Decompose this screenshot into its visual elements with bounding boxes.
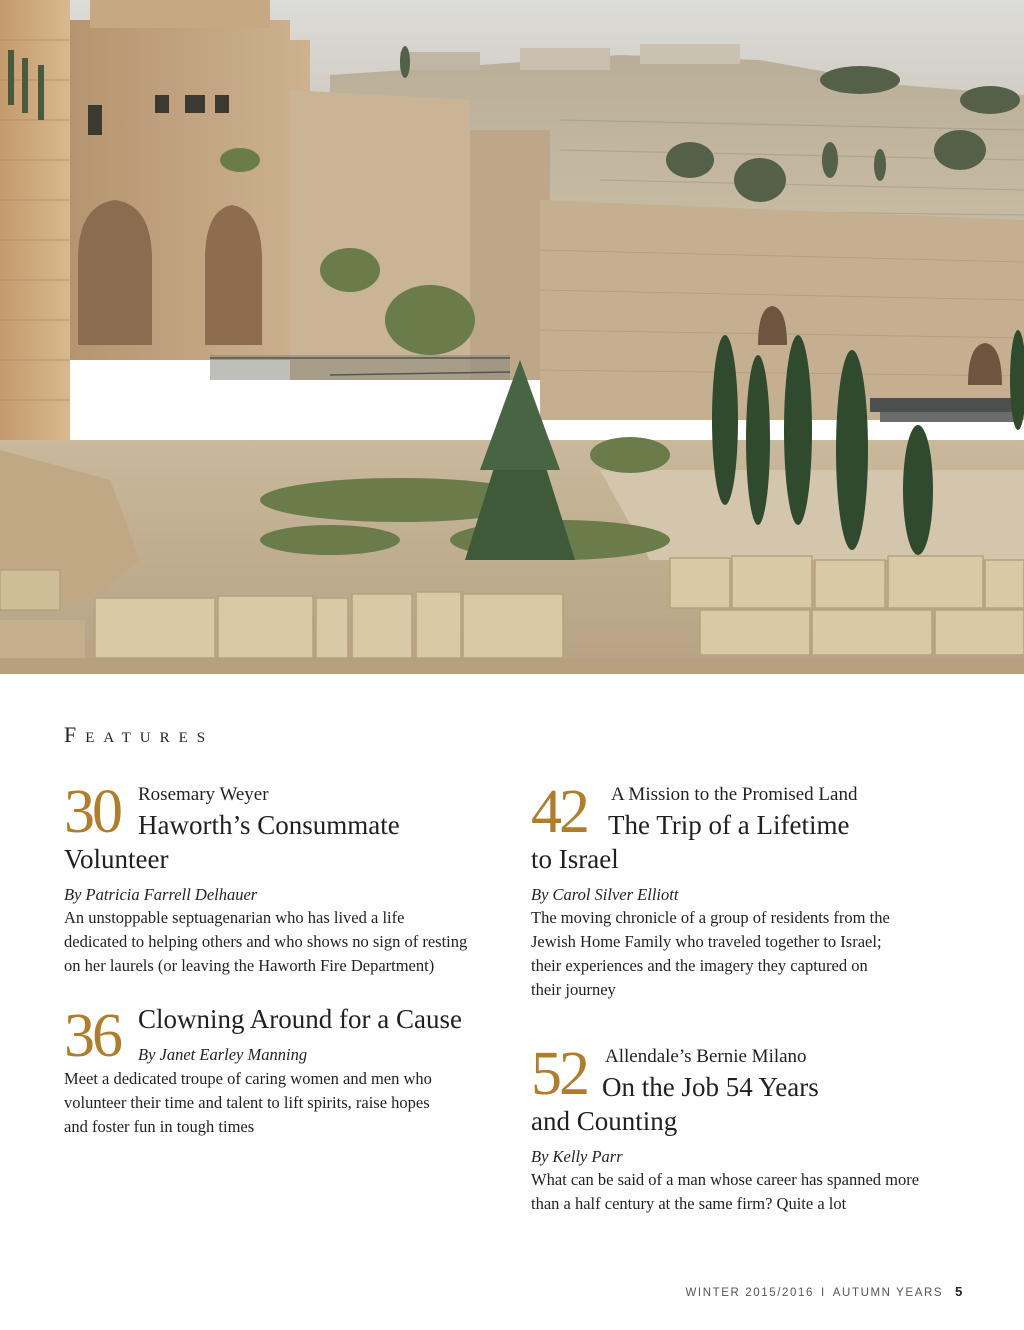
feature-title[interactable]: Haworth’s Consummate — [138, 810, 400, 840]
feature-item — [531, 778, 961, 1001]
feature-title-continued[interactable]: and Counting — [531, 1106, 678, 1136]
feature-number: 42 — [531, 778, 587, 846]
issue-label: WINTER 2015/2016 — [685, 1287, 814, 1299]
page-footer — [685, 1284, 964, 1299]
feature-description: Meet a dedicated troupe of caring women and men who volunteer their time and talent to lift spirits, raise hopes and foster fun in tough times — [64, 1069, 432, 1136]
feature-byline: By Kelly Parr — [531, 1147, 623, 1166]
feature-description: What can be said of a man whose career has spanned more than a half century at the same firm? Quite a lot — [531, 1170, 920, 1213]
feature-title-continued[interactable]: Volunteer — [64, 844, 169, 874]
feature-title-continued[interactable]: to Israel — [531, 844, 619, 874]
feature-item — [64, 1003, 524, 1143]
page-number: 5 — [955, 1284, 964, 1299]
feature-title[interactable]: Clowning Around for a Cause — [138, 1004, 462, 1034]
feature-kicker: Rosemary Weyer — [138, 784, 269, 805]
feature-title[interactable]: The Trip of a Lifetime — [608, 810, 850, 840]
feature-byline: By Janet Earley Manning — [138, 1045, 308, 1064]
feature-number: 52 — [531, 1040, 587, 1108]
feature-kicker: A Mission to the Promised Land — [611, 784, 858, 805]
magazine-name: AUTUMN YEARS — [832, 1287, 944, 1299]
feature-byline: By Carol Silver Elliott — [531, 885, 679, 904]
feature-number: 30 — [64, 778, 120, 846]
feature-description: The moving chronicle of a group of residents from the Jewish Home Family who traveled together to Israel; their experiences and the imagery they captured on their journey — [531, 908, 890, 999]
feature-item — [531, 1040, 981, 1223]
feature-item — [64, 778, 524, 981]
feature-kicker: Allendale’s Bernie Milano — [605, 1046, 807, 1067]
feature-description: An unstoppable septuagenarian who has lived a life dedicated to helping others and who shows no sign of resting on her laurels (or leaving the Haworth Fire Department) — [64, 908, 468, 975]
section-heading: Features — [64, 722, 215, 747]
feature-number: 36 — [64, 1002, 120, 1070]
feature-title[interactable]: On the Job 54 Years — [602, 1072, 819, 1102]
feature-byline: By Patricia Farrell Delhauer — [64, 885, 258, 904]
footer-separator: I — [820, 1287, 826, 1299]
